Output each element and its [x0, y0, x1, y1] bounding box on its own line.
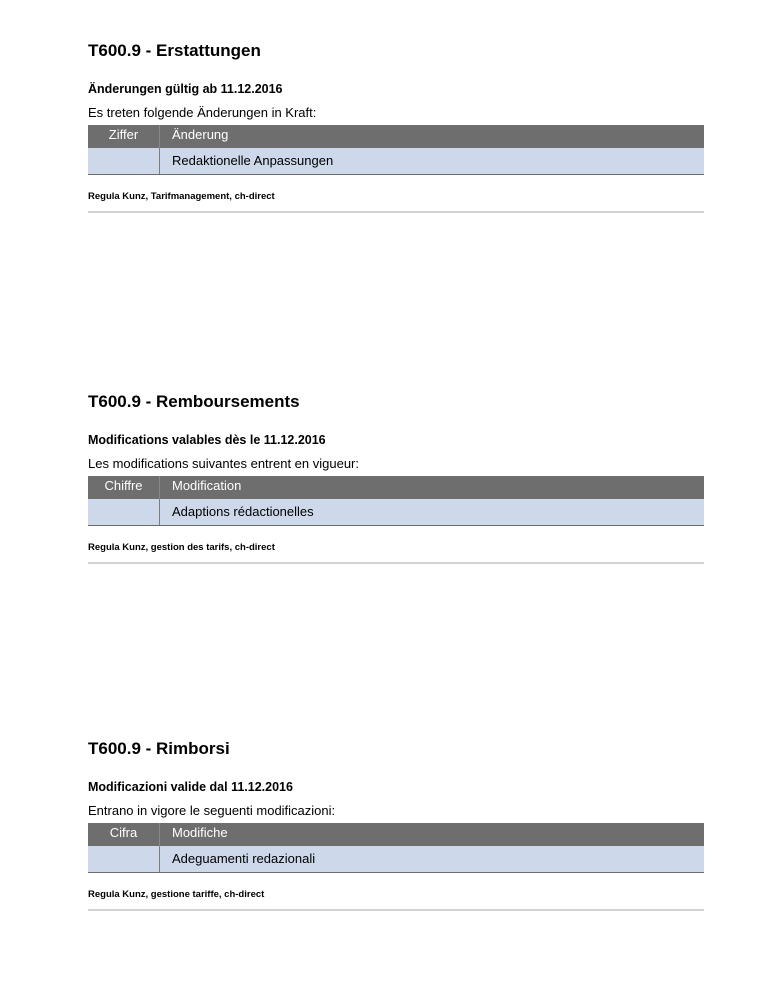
section-title: T600.9 - Remboursements [88, 392, 300, 411]
column-header-number: Ziffer [108, 127, 139, 142]
table-header-row [88, 823, 704, 846]
table-row [88, 846, 704, 872]
author-line: Regula Kunz, Tarifmanagement, ch-direct [88, 191, 275, 202]
intro-text: Es treten folgende Änderungen in Kraft: [88, 105, 317, 120]
column-header-change: Modifiche [159, 823, 704, 846]
column-header-number: Chiffre [104, 478, 143, 493]
change-notice-italian [88, 738, 704, 900]
effective-date-heading: Modificazioni valide dal 11.12.2016 [88, 780, 293, 794]
table-cell-change: Adeguamenti redazionali [159, 846, 704, 872]
table-cell-change: Adaptions rédactionelles [159, 499, 704, 525]
table-cell-number [88, 148, 159, 174]
intro-text: Entrano in vigore le seguenti modificazioni: [88, 803, 336, 818]
effective-date-heading: Änderungen gültig ab 11.12.2016 [88, 82, 283, 96]
effective-date-heading: Modifications valables dès le 11.12.2016 [88, 433, 326, 447]
table-row [88, 499, 704, 525]
section-divider [88, 562, 704, 564]
table-cell-change: Redaktionelle Anpassungen [159, 148, 704, 174]
table-cell-number [88, 846, 159, 872]
table-header-row [88, 125, 704, 148]
changes-table [88, 823, 704, 873]
author-line: Regula Kunz, gestion des tarifs, ch-direct [88, 542, 275, 553]
intro-text: Les modifications suivantes entrent en vigueur: [88, 456, 359, 471]
column-header-change: Änderung [159, 125, 704, 148]
column-header-change: Modification [159, 476, 704, 499]
changes-table [88, 476, 704, 526]
column-header-number: Cifra [109, 825, 138, 840]
change-notice-french [88, 391, 704, 553]
section-title: T600.9 - Rimborsi [88, 739, 230, 758]
changes-table [88, 125, 704, 175]
section-divider [88, 211, 704, 213]
table-header-row [88, 476, 704, 499]
author-line: Regula Kunz, gestione tariffe, ch-direct [88, 889, 265, 900]
section-divider [88, 909, 704, 911]
section-title: T600.9 - Erstattungen [88, 41, 261, 60]
table-cell-number [88, 499, 159, 525]
table-row [88, 148, 704, 174]
change-notice-german [88, 40, 704, 202]
